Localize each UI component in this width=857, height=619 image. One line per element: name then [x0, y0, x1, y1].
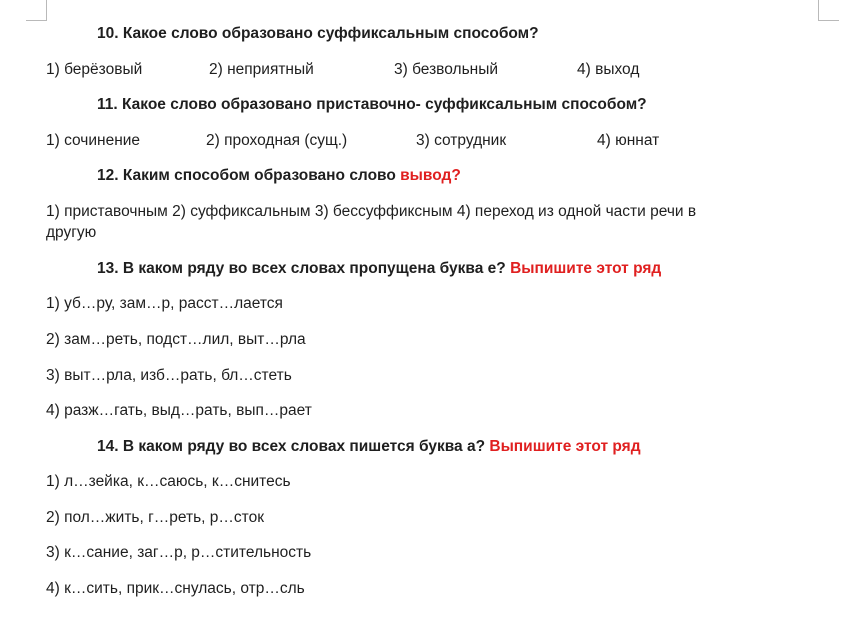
question-14: [97, 437, 641, 457]
q12-options-line-1: 1) приставочным 2) суффиксальным 3) бессуффиксным 4) переход из одной части речи в: [46, 203, 697, 220]
q10-option-1: 1) берёзовый: [46, 61, 143, 78]
q13-option-3: 3) выт…рла, изб…рать, бл…стеть: [46, 367, 292, 384]
question-13-highlight: Выпишите этот ряд: [510, 260, 662, 277]
question-12-text: 12. Каким способом образовано слово: [97, 167, 401, 184]
question-10: 10. Какое слово образовано суффиксальным способом?: [97, 25, 539, 42]
q14-option-1: 1) л…зейка, к…саюсь, к…снитесь: [46, 473, 291, 490]
question-14-text: 14. В каком ряду во всех словах пишется буква а?: [97, 438, 490, 455]
q14-option-4: 4) к…сить, прик…снулась, отр…сль: [46, 580, 305, 597]
q13-option-4: 4) разж…гать, выд…рать, вып…рает: [46, 402, 312, 419]
q10-option-3: 3) безвольный: [394, 61, 498, 78]
question-12-highlight: вывод?: [400, 167, 461, 184]
q13-option-2: 2) зам…реть, подст…лил, выт…рла: [46, 331, 306, 348]
question-11: 11. Какое слово образовано приставочно- суффиксальным способом?: [97, 96, 647, 113]
question-13: [97, 259, 661, 279]
question-12: [97, 166, 461, 186]
q10-option-4: 4) выход: [577, 61, 640, 78]
q10-option-2: 2) неприятный: [209, 61, 314, 78]
q11-option-3: 3) сотрудник: [416, 132, 507, 149]
q12-options-line-2: другую: [46, 224, 97, 241]
question-14-highlight: Выпишите этот ряд: [489, 438, 641, 455]
q14-option-3: 3) к…сание, заг…р, р…стительность: [46, 544, 312, 561]
q11-option-1: 1) сочинение: [46, 132, 141, 149]
q13-option-1: 1) уб…ру, зам…р, расст…лается: [46, 295, 283, 312]
q11-option-2: 2) проходная (сущ.): [206, 132, 348, 149]
q11-option-4: 4) юннат: [597, 132, 660, 149]
question-13-text: 13. В каком ряду во всех словах пропущена буква е?: [97, 260, 511, 277]
q14-option-2: 2) пол…жить, г…реть, р…сток: [46, 509, 264, 526]
